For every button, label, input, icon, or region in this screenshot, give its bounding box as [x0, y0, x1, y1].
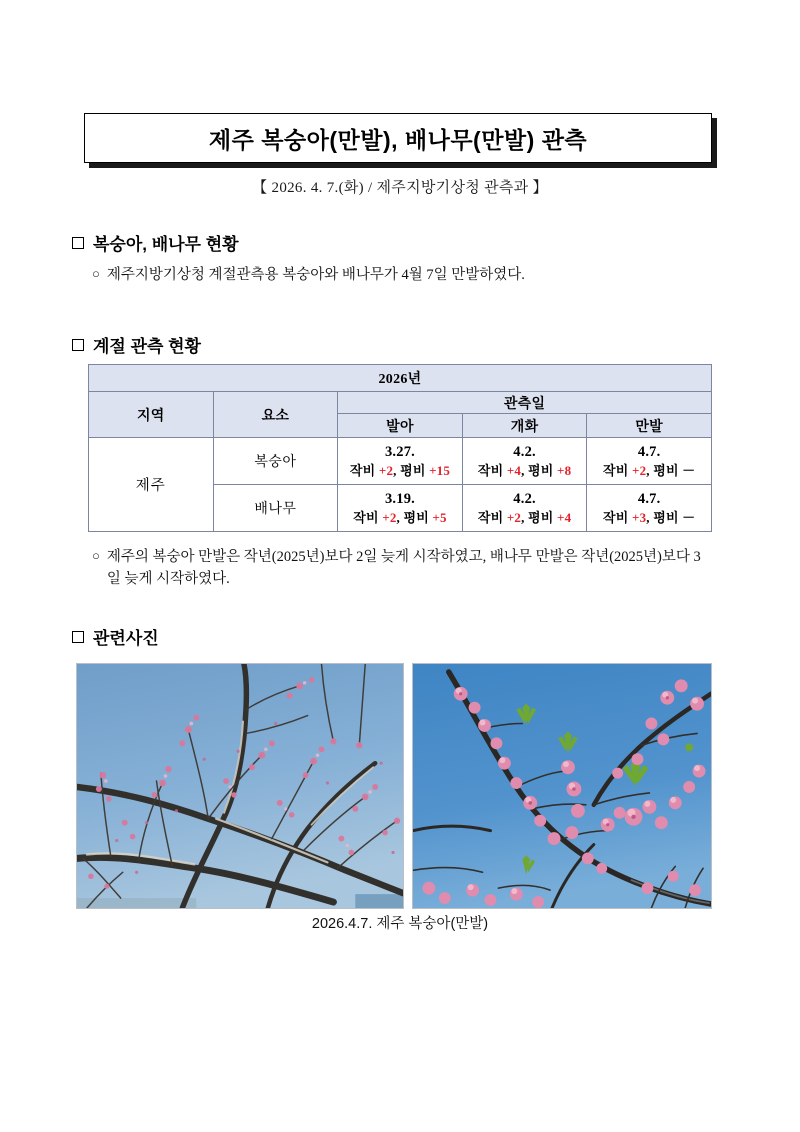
observation-note [92, 546, 702, 591]
value-vs-normal: － [682, 509, 696, 525]
seasonal-observation-table [88, 364, 712, 532]
label-vs-normal: 평비 [528, 509, 554, 525]
value-vs-normal: +15 [429, 462, 451, 478]
value-vs-last-year: +2 [631, 462, 647, 478]
separator: , [393, 462, 401, 478]
comparison-values [338, 509, 462, 526]
section-heading-status-label: 복숭아, 배나무 현황 [93, 235, 239, 254]
label-vs-normal: 평비 [653, 509, 679, 525]
photo-peach-wide [76, 663, 404, 909]
comparison-values [463, 509, 587, 526]
separator: , [646, 462, 654, 478]
document-subtitle: 【 2026. 4. 7.(화) / 제주지방기상청 관측과 】 [252, 180, 548, 196]
date-value: 3.19. [384, 490, 415, 507]
circle-bullet-icon: ○ [92, 266, 100, 281]
section-heading-photos [72, 624, 159, 649]
label-vs-last-year: 작비 [477, 509, 504, 525]
cell-peach-budding [338, 438, 463, 485]
status-bullet [92, 264, 692, 286]
photo-caption: 2026.4.7. 제주 복숭아(만발) [311, 916, 489, 932]
label-vs-last-year: 작비 [349, 462, 376, 478]
table-header-budding: 발아 [338, 414, 463, 438]
table-body [89, 438, 712, 532]
section-heading-photos-label: 관련사진 [93, 629, 159, 648]
photo-peach-closeup [412, 663, 712, 909]
page-title: 제주 복숭아(만발), 배나무(만발) 관측 [208, 126, 588, 153]
cell-peach-full-bloom [587, 438, 712, 485]
section-heading-status [72, 230, 239, 255]
label-vs-normal: 평비 [403, 509, 429, 525]
separator: , [521, 462, 529, 478]
date-value: 4.7. [637, 490, 661, 507]
title-box-frame [84, 113, 712, 163]
comparison-values [587, 509, 711, 526]
value-vs-last-year: +3 [631, 509, 647, 525]
table-header-flowering: 개화 [462, 414, 587, 438]
cell-peach-flowering [462, 438, 587, 485]
table-header-row-main [89, 392, 712, 414]
table-header-row-year [89, 365, 712, 392]
value-vs-normal: +5 [432, 509, 447, 525]
table-row [89, 438, 712, 485]
status-bullet-text: 제주지방기상청 계절관측용 복숭아와 배나무가 4월 7일 만발하였다. [106, 267, 525, 283]
date-value: 4.2. [513, 443, 536, 460]
comparison-values [587, 462, 711, 479]
cell-pear-full-bloom [587, 485, 712, 532]
label-vs-normal: 평비 [653, 462, 679, 478]
separator: , [396, 509, 404, 525]
date-value: 4.7. [637, 443, 661, 460]
square-bullet-icon [72, 339, 84, 351]
circle-bullet-icon: ○ [92, 548, 100, 563]
photo-peach-wide-image [77, 664, 403, 908]
label-vs-last-year: 작비 [353, 509, 379, 525]
label-vs-normal: 평비 [528, 462, 554, 478]
value-vs-last-year: +2 [382, 509, 397, 525]
photo-peach-closeup-image [413, 664, 711, 908]
comparison-values [463, 462, 587, 479]
label-vs-last-year: 작비 [602, 509, 629, 525]
comparison-values [338, 462, 462, 479]
value-vs-last-year: +2 [506, 509, 522, 525]
document-title-box [84, 113, 712, 163]
section-heading-observation [72, 332, 201, 357]
value-vs-last-year: +4 [506, 462, 522, 478]
cell-pear-flowering [462, 485, 587, 532]
date-value: 4.2. [513, 490, 536, 507]
cell-pear-budding [338, 485, 463, 532]
value-vs-normal: +8 [557, 462, 572, 478]
table-header-year: 2026년 [89, 365, 712, 392]
table-header-full-bloom: 만발 [587, 414, 712, 438]
table-header-region: 지역 [89, 392, 214, 438]
cell-item-peach: 복숭아 [213, 438, 338, 485]
separator: , [521, 509, 529, 525]
table-header-observation-date: 관측일 [338, 392, 712, 414]
label-vs-normal: 평비 [400, 462, 426, 478]
value-vs-normal: － [682, 462, 696, 478]
value-vs-normal: +4 [557, 509, 572, 525]
observation-note-text: 제주의 복숭아 만발은 작년(2025년)보다 2일 늦게 시작하였고, 배나무 만발은 작년(2025년)보다 3일 늦게 시작하였다. [106, 549, 701, 588]
square-bullet-icon [72, 237, 84, 249]
table-head [89, 365, 712, 438]
label-vs-last-year: 작비 [477, 462, 504, 478]
section-heading-observation-label: 계절 관측 현황 [93, 337, 201, 356]
value-vs-last-year: +2 [378, 462, 394, 478]
cell-item-pear: 배나무 [213, 485, 338, 532]
table-header-item: 요소 [213, 392, 338, 438]
cell-region-jeju: 제주 [89, 438, 214, 532]
square-bullet-icon [72, 631, 84, 643]
date-value: 3.27. [384, 443, 415, 460]
label-vs-last-year: 작비 [602, 462, 629, 478]
separator: , [646, 509, 654, 525]
